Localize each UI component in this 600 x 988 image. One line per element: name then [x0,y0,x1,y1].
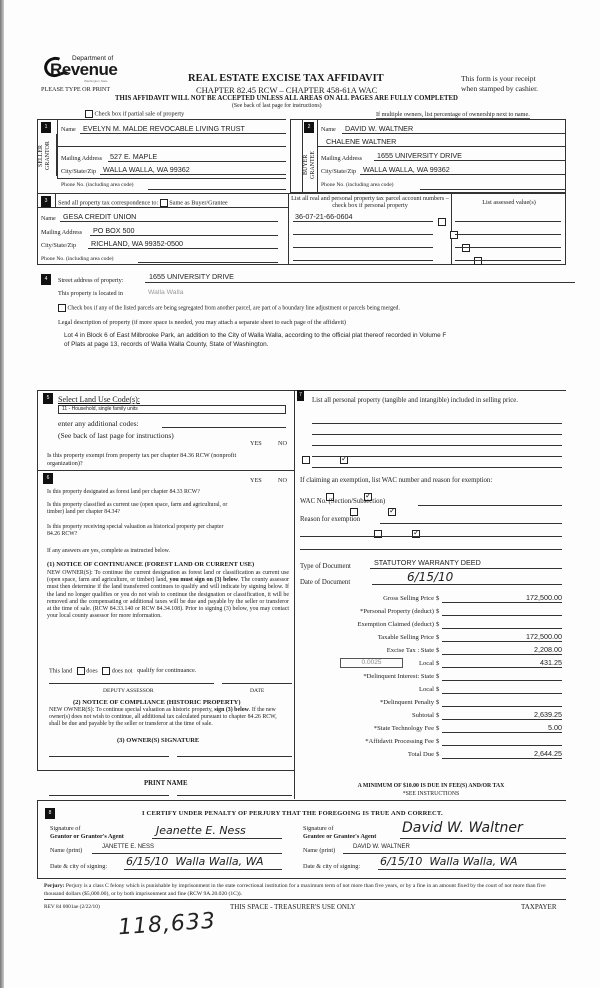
notice-continuance-title: (1) NOTICE OF CONTINUANCE (FOREST LAND OR CURRENT USE) [47,561,255,568]
reason-field[interactable] [380,515,562,524]
seller-mailing-label: Mailing Address [61,155,103,162]
reason-label: Reason for exemption [300,516,361,523]
partial-sale-row [85,110,184,118]
seller-city-label: City/State/Zip [61,168,97,175]
parcel-number-field[interactable]: 36-07-21-66-0604 [293,212,433,222]
delinquent-interest-state-field[interactable] [442,671,562,681]
historical-yes-checkbox[interactable] [374,530,382,538]
receipt-note-2: when stamped by cashier. [461,84,539,93]
tax-table [300,593,562,762]
treasurer-use-label: THIS SPACE - TREASURER'S USE ONLY [230,903,356,911]
grantee-sig-label-1: Signature of [303,825,334,832]
buyer-grantee-label: BUYER GRANTEE [303,151,316,179]
print-name-line-2[interactable] [177,795,292,796]
does-qualify-checkbox[interactable] [77,667,85,675]
grantor-name-field[interactable]: JANETTE E. NESS [92,844,282,854]
taxpayer-label: TAXPAYER [521,903,557,911]
deputy-assessor-signature-line[interactable] [49,683,214,684]
section-1-badge: 1 [41,122,51,133]
buyer-city-field[interactable]: WALLA WALLA, WA 99362 [360,165,566,175]
see-instructions-note: *SEE INSTRUCTIONS [402,791,460,797]
yes-header: YES [250,440,262,447]
state-technology-fee-field[interactable]: 5.00 [442,723,562,733]
buyer-mailing-field[interactable]: 1655 UNIVERSITY DRIVE [374,151,566,161]
please-type-text: PLEASE TYPE OR PRINT [41,86,111,93]
additional-codes-field[interactable] [162,419,286,428]
form-number: REV 84 0001ae (2/22/10) [44,904,100,910]
partial-sale-checkbox[interactable] [85,110,93,118]
owner-signature-line[interactable] [49,756,169,757]
delinquent-penalty-field[interactable] [442,697,562,707]
same-as-buyer-checkbox[interactable] [160,199,168,207]
receipt-note-1: This form is your receipt [461,74,536,83]
grantor-name-label: Name (print) [50,847,83,854]
grantor-sig-label-1: Signature of [50,825,81,832]
buyer-name-field[interactable]: DAVID W. WALTNER [342,124,566,134]
affidavit-processing-fee-field[interactable] [442,736,562,746]
deputy-assessor-label: DEPUTY ASSESSOR [103,688,154,694]
taxable-selling-price-field[interactable]: 172,500.00 [442,632,562,642]
corr-phone-field[interactable] [138,254,278,263]
parcels-header: List all real and personal property tax parcel account numbers – check box if personal property [291,195,449,209]
grantee-sig-label-2: Grantee or Grantee's Agent [303,833,377,840]
tax-row: Subtotal $ 2,639.25 [412,710,562,719]
buyer-phone-field[interactable] [420,181,566,190]
owner-signature-line-2[interactable] [177,756,292,757]
corr-mailing-label: Mailing Address [41,229,83,236]
section-3-badge: 3 [41,196,51,207]
legal-description-label: Legal description of property (if more space is needed, you may attach a separate sheet to each page of the affidavit) [58,319,346,326]
parcel-number-field[interactable] [293,225,433,235]
seller-name-label: Name [61,126,76,133]
print-name-line[interactable] [49,795,169,796]
additional-codes-label: enter any additional codes: [58,419,139,428]
no-header: NO [278,440,287,447]
correspondence-row [58,199,228,207]
does-not-qualify-checkbox[interactable] [102,667,110,675]
tax-row: Gross Selling Price $ 172,500.00 [383,593,562,602]
seller-phone-field[interactable] [148,181,286,190]
handwritten-number: 118,633 [117,908,217,941]
tax-row: Total Due $ 2,644.25 [407,749,562,758]
current-use-question: Is this property classified as current use (open space, farm and agricultural, or timber) land per chapter 84.34? [47,502,228,515]
assessed-value-field[interactable] [455,238,561,248]
completion-warning: THIS AFFIDAVIT WILL NOT BE ACCEPTED UNLESS ALL AREAS ON ALL PAGES ARE FULLY COMPLETED [115,95,458,102]
assessed-header: List assessed value(s) [482,199,536,206]
historical-no-checkbox[interactable] [412,530,420,538]
grantee-name-label: Name (print) [303,847,336,854]
buyer-mailing-label: Mailing Address [321,155,363,162]
personal-property-line[interactable] [312,467,562,468]
notice-compliance-title: (2) NOTICE OF COMPLIANCE (HISTORIC PROPERTY) [73,699,241,706]
grantee-date-city-field[interactable]: 6/15/10 Walla Walla, WA [378,855,566,870]
personal-property-line[interactable] [312,456,562,457]
assessed-value-field[interactable] [455,225,561,235]
continuance-row: This land does does not qualify for continuance. [49,667,197,675]
delinquent-interest-local-field[interactable] [442,684,562,694]
section-8-badge: 8 [45,808,55,819]
section-4-badge: 4 [41,274,51,285]
grantor-signature-field[interactable]: Jeanette E. Ness [152,824,282,839]
notice-compliance-body: NEW OWNER(S): To continue special valuation as historic property, sign (3) below. If the new owner(s) does not wish to continue, all additional tax calculated pursuant to chapter 84.26 RCW, shall be due and payable by the seller or transferor at the time of sale. [49,707,277,727]
corr-mailing-field[interactable]: PO BOX 500 [90,226,278,236]
doc-type-label: Type of Document [300,563,351,570]
exemption-deduct-field[interactable] [442,619,562,629]
legal-description-line2[interactable]: of Plats at page 13, records of Walla Walla County, State of Washington. [64,341,269,348]
personal-property-line[interactable] [312,434,562,435]
tax-row: *Affidavit Processing Fee $ [300,736,562,749]
exempt-question: Is this property exempt from property tax per chapter 84.36 RCW (nonprofit organization)? [47,452,237,467]
scan-edge [0,0,4,988]
exempt-yes-checkbox[interactable] [302,456,310,464]
exempt-no-checkbox[interactable] [340,456,348,464]
wac-label: WAC No. (Section/Subsection) [300,498,386,505]
seller-phone-label: Phone No. (including area code) [61,182,134,188]
assessed-value-field[interactable] [455,212,561,222]
tax-row: Taxable Selling Price $ 172,500.00 [377,632,562,641]
section-2-badge: 2 [304,122,314,133]
forest-land-question: Is this property designated as forest land per chapter 84.33 RCW? [47,489,200,495]
buyer-name-label: Name [321,126,336,133]
form-title: REAL ESTATE EXCISE TAX AFFIDAVIT [188,73,384,84]
logo-sub-text: Washington State [84,79,108,83]
total-due-field[interactable]: 2,644.25 [442,749,562,759]
send-correspondence-label: Send all property tax correspondence to: [58,199,159,207]
personal-property-line[interactable] [312,423,562,424]
land-use-code-select[interactable]: 11 - Household, single family units [58,405,286,414]
tax-row: *Delinquent Penalty $ [300,697,562,710]
tax-row: Excise Tax : State $ 2,208.00 [386,645,562,654]
section-7-badge: 7 [297,390,304,401]
date-label: DATE [250,688,265,694]
street-address-field[interactable]: 1655 UNIVERSITY DRIVE [145,272,575,283]
logo-main-text: Revenue [50,60,118,79]
tax-row: *State Technology Fee $ 5.00 [373,723,562,732]
street-label: Street address of property: [58,277,124,284]
reason-line-3[interactable] [300,549,562,550]
form-chapter: CHAPTER 82.45 RCW – CHAPTER 458-61A WAC [196,85,378,95]
personal-property-checkbox[interactable] [438,218,446,226]
print-name-label: PRINT NAME [144,780,188,787]
personal-property-line[interactable] [312,445,562,446]
seller-grantor-label: SELLER GRANTOR [38,141,51,171]
corr-city-field[interactable]: RICHLAND, WA 99352-0500 [88,239,278,249]
grantor-sig-label-2: Grantor or Grantor's Agent [50,833,124,840]
tax-row: *Delinquent Interest: State $ [300,671,562,684]
assessor-date-line[interactable] [222,683,292,684]
doc-type-field[interactable]: STATUTORY WARRANTY DEED [370,558,562,569]
legal-description-line1[interactable]: Lot 4 in Block 6 of East Milbrooke Park, an addition to the City of Walla Walla, according to the official plat thereof recorded in Volume F [64,332,447,339]
buyer-phone-label: Phone No. (including area code) [321,182,394,188]
tax-row: Exemption Claimed (deduct) $ [300,619,562,632]
land-use-see-back: (See back of last page for instructions) [58,431,174,440]
owner-signature-title: (3) OWNER(S) SIGNATURE [117,737,200,744]
located-label: This property is located in [58,290,123,297]
excise-tax-local-field[interactable]: 431.25 [442,658,562,668]
doc-date-label: Date of Document [300,579,351,586]
certify-statement: I CERTIFY UNDER PENALTY OF PERJURY THAT THE FOREGOING IS TRUE AND CORRECT. [142,810,443,817]
section-5-badge: 5 [43,393,53,404]
partial-sale-label: Check box if partial sale of property [94,110,185,118]
local-rate-field[interactable]: 0.0025 [340,658,403,668]
multiple-owners-note: If multiple owners, list percentage of ownership next to name. [376,111,530,118]
wac-field[interactable] [418,497,562,506]
historical-question: Is this property receiving special valuation as historical property per chapter 84.26 RCW? [47,524,224,537]
if-yes-instruction: If any answers are yes, complete as instructed below. [47,548,170,554]
seller-name-field[interactable]: EVELYN M. MALDE REVOCABLE LIVING TRUST [80,124,286,134]
section-6-badge: 6 [43,473,53,484]
same-as-buyer-label: Same as Buyer/Grantee [169,199,228,207]
subtotal-field[interactable]: 2,639.25 [442,710,562,720]
perjury-notice: Perjury: Perjury is a class C felony which is punishable by imprisonment in the state correctional institution for a maximum term of not more than five years, or by a fine in an amount fixed by the court of not more than five thousand dollars ($5,000.00), or by both imprisonment and fine (RCW 9A.20.020 (1C)). [44,883,566,900]
yes-header: YES [250,477,262,484]
minimum-due-note: A MINIMUM OF $10.00 IS DUE IN FEE(S) AND/OR TAX [357,783,505,789]
personal-property-label: List all personal property (tangible and intangible) included in selling price. [312,397,518,404]
tax-row: *Personal Property (deduct) $ [300,606,562,619]
reason-line-2[interactable] [300,536,562,537]
seller-city-field[interactable]: WALLA WALLA, WA 99362 [100,165,286,175]
corr-phone-label: Phone No. (including area code) [41,256,114,262]
grantee-date-label: Date & city of signing: [303,863,361,870]
notice-continuance-body: NEW OWNER(S): To continue the current designation as forest land or classification as current use (open space, farm and agriculture, or timber) land, you must sign on (3) below. The county assessor must then determine if the land transferred continues to qualify and will indicate by signing below. If the land no longer qualifies or you do not wish to continue the designation or classification, it will be removed and the compensating or additional taxes will be due and payable by the seller or transferor at the time of sale. (RCW 84.33.140 or RCW 84.34.108). Prior to signing (3) below, you may contact your local county assessor for more information. [47,570,289,620]
seller-mailing-field[interactable]: 527 E. MAPLE [108,152,286,162]
seller-name2-field[interactable] [58,137,286,147]
logo-top-text: Department of [72,55,114,62]
personal-property-deduct-field[interactable] [442,606,562,616]
corr-name-label: Name [41,215,56,222]
buyer-name2-field[interactable]: CHALENE WALTNER [318,137,566,147]
excise-tax-state-field[interactable]: 2,208.00 [442,645,562,655]
tax-row: Local $ [300,684,562,697]
land-use-label: Select Land Use Code(s): [58,395,140,404]
segregated-checkbox[interactable] [58,304,66,312]
assessed-value-field[interactable] [455,251,561,261]
buyer-city-label: City/State/Zip [321,168,357,175]
corr-name-field[interactable]: GESA CREDIT UNION [60,212,278,222]
doc-date-field[interactable]: 6/15/10 [372,570,562,585]
grantee-signature-field[interactable]: David W. Waltner [400,820,566,839]
segregated-row [58,304,400,312]
parcel-number-field[interactable] [293,238,433,248]
corr-city-label: City/State/Zip [41,242,77,249]
segregated-label: Check box if any of the listed parcels are being segregated from another parcel, are part of a boundary line adjustment or parcels being merged. [67,305,400,312]
see-back-note: (See back of last page for instructions) [232,103,322,109]
tax-row: 0.0025 Local $ 431.25 [300,658,562,671]
gross-selling-price-field[interactable]: 172,500.00 [442,593,562,603]
grantee-name-field[interactable]: DAVID W. WALTNER [343,844,566,854]
exemption-label: If claiming an exemption, list WAC number and reason for exemption: [300,477,493,484]
located-county-field[interactable]: Walla Walla [148,289,184,296]
grantor-date-city-field[interactable]: 6/15/10 Walla Walla, WA [124,855,282,870]
grantor-date-label: Date & city of signing: [50,863,108,870]
parcel-number-field[interactable] [293,251,433,261]
no-header: NO [278,477,287,484]
